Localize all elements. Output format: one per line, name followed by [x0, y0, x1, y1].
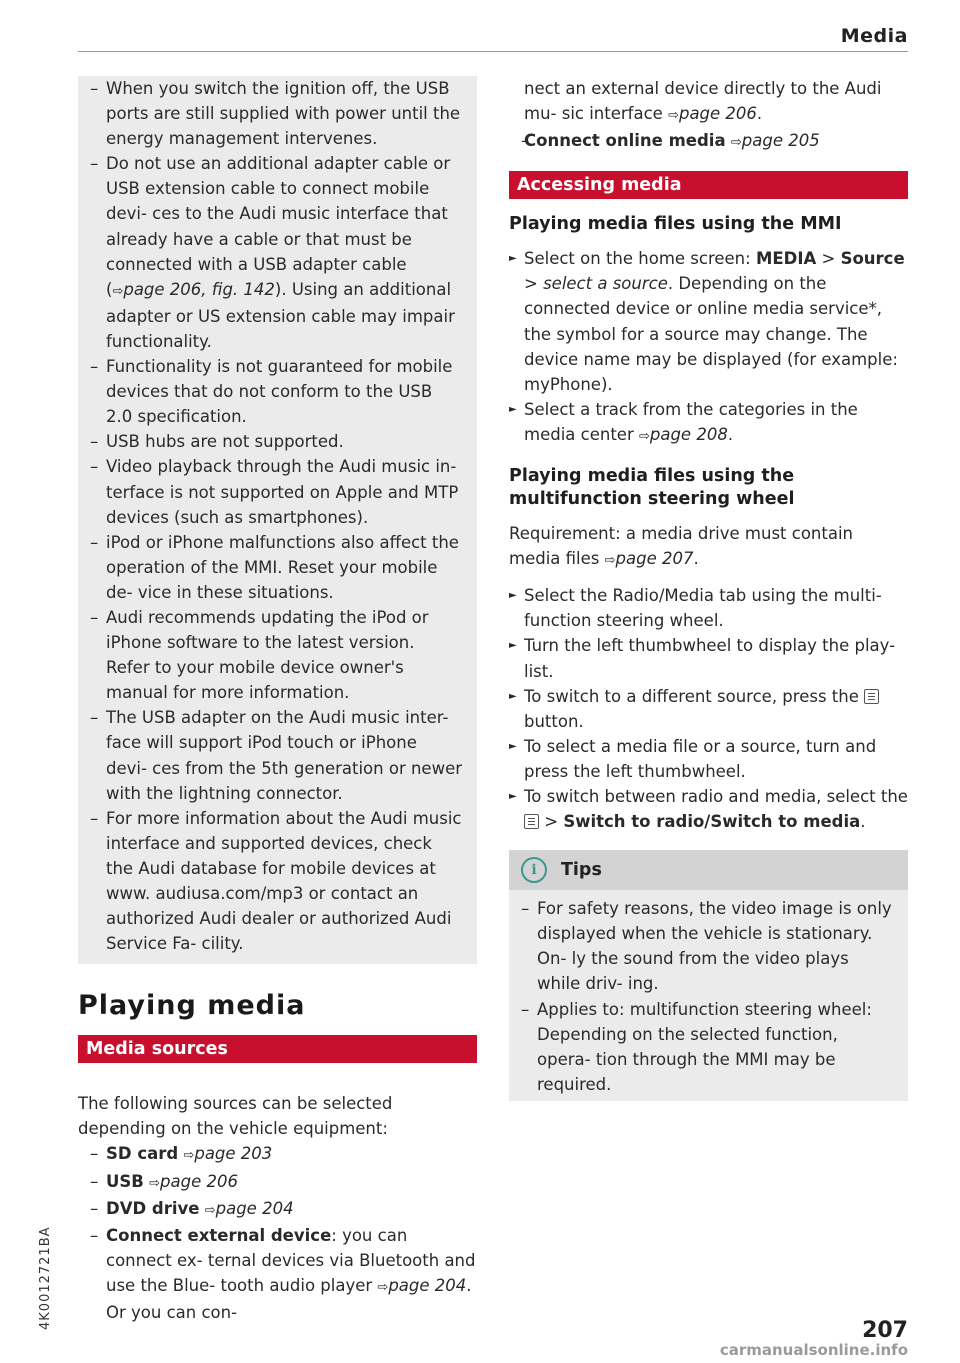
note-item: – For more information about the Audi music interface and supported devices, check the Audi database for mobile devices at www. audiusa.com/mp3 or contact an authorized Audi dealer or authorized Audi Service Fa- cility. — [78, 806, 477, 957]
instruction-step: ► To switch to a different source, press the button. — [509, 684, 908, 734]
note-item: – The USB adapter on the Audi music inter- face will support iPod touch or iPhone devi- ces from the 5th generation or newer with the lightning connector. — [78, 705, 477, 805]
header-rule — [78, 51, 908, 52]
instruction-step: ► To switch between radio and media, select the > Switch to radio/Switch to media. — [509, 784, 908, 834]
section-title: Media — [840, 25, 908, 47]
tips-box — [509, 850, 908, 1101]
source-item: – DVD drive ⇨page 204 — [78, 1196, 477, 1223]
tips-header — [509, 850, 908, 890]
page-reference[interactable]: ⇨page 207 — [604, 549, 694, 569]
page-reference[interactable]: ⇨page 206 — [149, 1171, 238, 1191]
page-reference[interactable]: ⇨page 204 — [204, 1198, 294, 1218]
continued-text: nect an external device directly to the Audi mu- sic interface ⇨page 206. — [524, 79, 882, 124]
info-icon: i — [521, 857, 547, 883]
source-item: – Connect external device: you can connect ex- ternal devices via Bluetooth and use the Blue- tooth audio player ⇨page 204. Or you can con- — [78, 1223, 477, 1325]
instruction-step: ► Turn the left thumbwheel to display the play- list. — [509, 633, 908, 683]
tip-item: – Applies to: multifunction steering wheel: Depending on the selected function, opera- tion through the MMI may be required. — [509, 997, 908, 1097]
page-reference[interactable]: ⇨page 208 — [638, 424, 728, 444]
note-item: – Functionality is not guaranteed for mobile devices that do not conform to the USB 2.0 specification. — [78, 354, 477, 429]
tips-body — [509, 890, 908, 1101]
note-item: – Video playback through the Audi music in- terface is not supported on Apple and MTP devices (such as smartphones). — [78, 454, 477, 529]
note-item: – Do not use an additional adapter cable or USB extension cable to connect mobile devi- ces to the Audi music interface that already have a cable or that must be connected with a USB adapter cable (⇨page 206, fig. 142). Using an additional adapter or US extension cable may impair functionality. — [78, 151, 477, 354]
accessing-media-bar: Accessing media — [509, 171, 908, 199]
tips-title: Tips — [561, 860, 602, 881]
source-item: – SD card ⇨page 203 — [78, 1141, 477, 1168]
right-column — [509, 76, 908, 1101]
arrow-right-icon: ⇨ — [149, 1175, 161, 1191]
arrow-right-icon: ⇨ — [668, 108, 679, 124]
source-item: – Connect online media ⇨page 205 — [509, 128, 908, 155]
arrow-right-icon: ⇨ — [730, 135, 742, 151]
arrow-right-icon: ⇨ — [183, 1148, 195, 1164]
mmi-heading: Playing media files using the MMI — [509, 214, 842, 235]
main-heading: Playing media — [78, 990, 306, 1022]
tip-item: – For safety reasons, the video image is only displayed when the vehicle is stationary. On- ly the sound from the video plays while driv- ing. — [509, 896, 908, 996]
instruction-step: ► Select a track from the categories in the media center ⇨page 208. — [509, 397, 908, 449]
page-number: 207 — [862, 1318, 908, 1343]
document-code: 4K0012721BA — [38, 1226, 53, 1330]
arrow-right-icon: ⇨ — [604, 553, 616, 569]
usb-note-box — [78, 76, 477, 964]
left-column — [78, 76, 477, 1325]
arrow-right-icon: ⇨ — [638, 428, 650, 444]
arrow-right-icon: ⇨ — [204, 1202, 216, 1218]
menu-button-icon — [864, 689, 879, 704]
page-reference[interactable]: ⇨page 206 — [668, 104, 757, 124]
note-item: – iPod or iPhone malfunctions also affect the operation of the MMI. Reset your mobile de- vice in these situations. — [78, 530, 477, 605]
page-reference[interactable]: ⇨page 205 — [730, 131, 820, 151]
menu-button-icon — [524, 814, 539, 829]
note-item: – USB hubs are not supported. — [78, 429, 477, 454]
watermark: carmanualsonline.info — [719, 1341, 908, 1359]
instruction-step: ► Select on the home screen: MEDIA > Source > select a source. Depending on the connected device or online media service*, the symbol for a source may change. The device name may be displayed (for example: myPhone). — [509, 246, 908, 397]
page-reference[interactable]: ⇨page 206, fig. 142 — [112, 279, 275, 299]
media-sources-bar: Media sources — [78, 1035, 477, 1063]
requirement-text: Requirement: a media drive must contain media files ⇨page 207. — [509, 524, 854, 569]
intro-text: The following sources can be selected depending on the vehicle equipment: — [78, 1094, 393, 1139]
instruction-step: ► Select the Radio/Media tab using the multi- function steering wheel. — [509, 583, 908, 633]
page-reference[interactable]: ⇨page 204 — [377, 1275, 467, 1295]
note-item: – Audi recommends updating the iPod or iPhone software to the latest version. Refer to your mobile device owner's manual for more information. — [78, 605, 477, 705]
note-item: – When you switch the ignition off, the USB ports are still supplied with power until the energy management intervenes. — [78, 76, 477, 151]
arrow-right-icon: ⇨ — [377, 1279, 389, 1295]
source-item: – USB ⇨page 206 — [78, 1169, 477, 1196]
page-reference[interactable]: ⇨page 203 — [183, 1144, 273, 1164]
steering-wheel-heading: Playing media files using the multifunction steering wheel — [509, 466, 795, 510]
instruction-step: ► To select a media file or a source, turn and press the left thumbwheel. — [509, 734, 908, 784]
arrow-right-icon: ⇨ — [112, 283, 124, 299]
